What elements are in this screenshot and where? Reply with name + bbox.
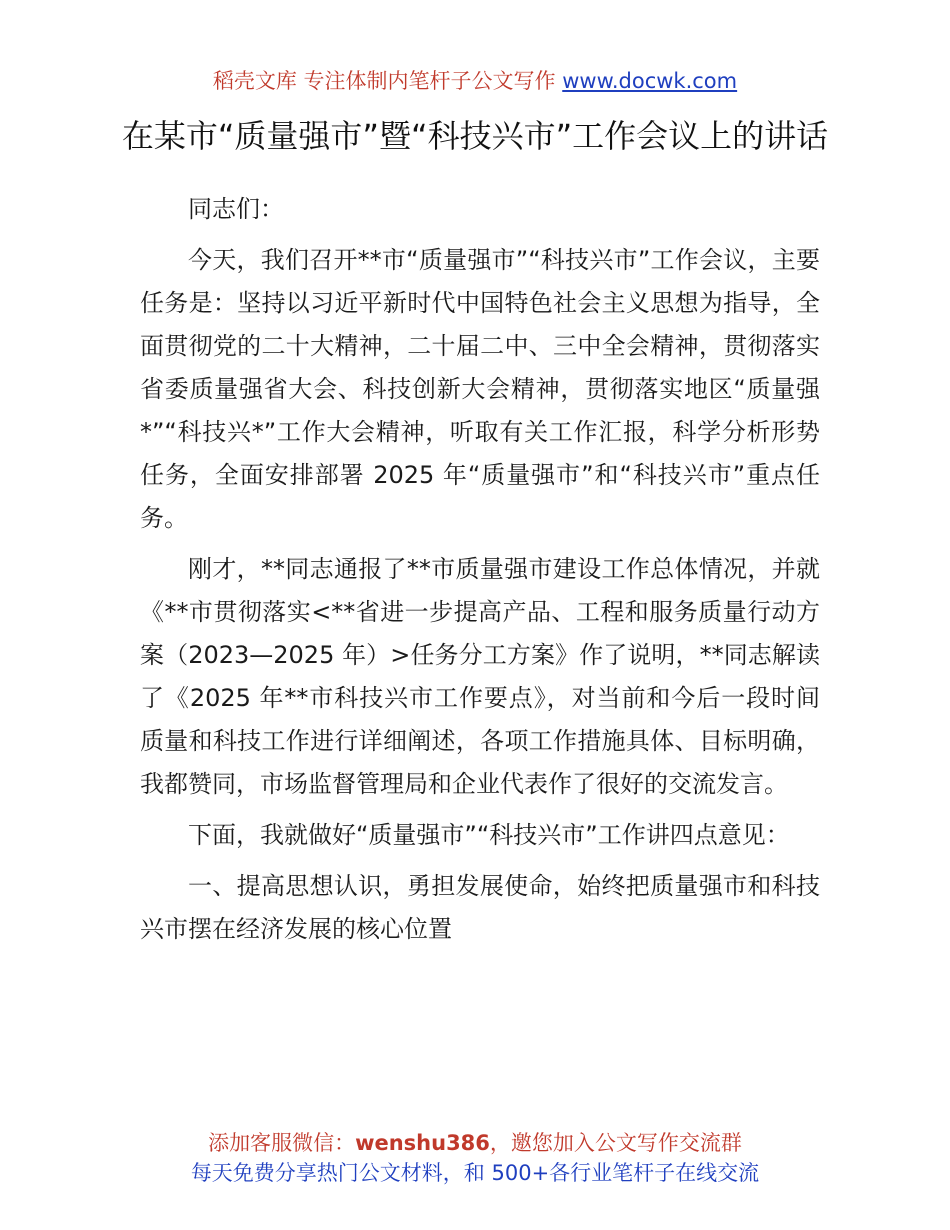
page-footer xyxy=(0,1128,950,1188)
footer-line-1 xyxy=(0,1128,950,1158)
footer-wechat-prefix: 添加客服微信： xyxy=(208,1131,356,1155)
footer-line-2: 每天免费分享热门公文材料，和 500+各行业笔杆子在线交流 xyxy=(190,1161,760,1185)
site-link[interactable]: www.docwk.com xyxy=(562,69,738,93)
greeting-paragraph: 同志们： xyxy=(188,195,284,223)
body-paragraph: 刚才，**同志通报了**市质量强市建设工作总体情况，并就《**市贯彻落实<**省进一步提高产品、工程和服务质量行动方案（2023—2025 年）>任务分工方案》作了说明，**同志解读了《2025 年**市科技兴市工作要点》，对当前和今后一段时间质量和科技工作进行详细阐述，各项工作措施具体、目标明确，我都赞同，市场监督管理局和企业代表作了很好的交流发言。 xyxy=(140,555,820,798)
header-brand-text: 稻壳文库 专注体制内笔杆子公文写作 xyxy=(212,69,556,93)
footer-wechat-suffix: ，邀您加入公文写作交流群 xyxy=(489,1131,742,1155)
page-header xyxy=(0,66,950,96)
body-paragraph: 下面，我就做好“质量强市”“科技兴市”工作讲四点意见： xyxy=(188,821,790,849)
section-heading: 一、提高思想认识，勇担发展使命，始终把质量强市和科技兴市摆在经济发展的核心位置 xyxy=(140,872,820,943)
document-title: 在某市“质量强市”暨“科技兴市”工作会议上的讲话 xyxy=(121,117,829,155)
footer-wechat-id: wenshu386 xyxy=(355,1131,490,1155)
document-body xyxy=(140,188,820,959)
body-paragraph: 今天，我们召开**市“质量强市”“科技兴市”工作会议，主要任务是：坚持以习近平新时代中国特色社会主义思想为指导，全面贯彻党的二十大精神，二十届二中、三中全会精神，贯彻落实省委质量强省大会、科技创新大会精神，贯彻落实地区“质量强*”“科技兴*”工作大会精神，听取有关工作汇报，科学分析形势任务，全面安排部署 2025 年“质量强市”和“科技兴市”重点任务。 xyxy=(140,246,820,532)
